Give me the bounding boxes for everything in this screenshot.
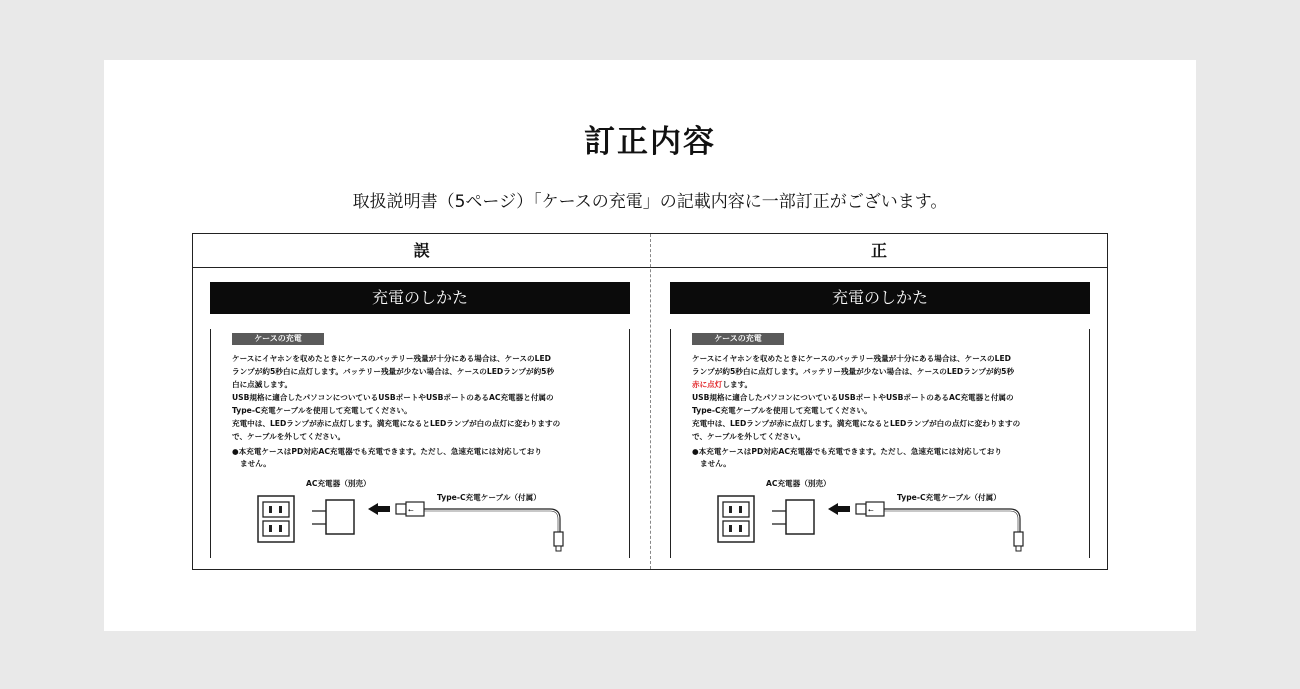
wrong-line: 充電中は、LEDランプが赤に点灯します。満充電になるとLEDランプが白の点灯に変わりますの xyxy=(232,419,561,428)
ac-charger-icon xyxy=(326,500,354,534)
type-c-plug-icon xyxy=(1014,532,1023,546)
panel-left-rule xyxy=(210,329,211,558)
correct-line: で、ケーブルを外してください。 xyxy=(692,432,806,441)
wrong-line: で、ケーブルを外してください。 xyxy=(232,432,346,441)
wrong-banner: 充電のしかた xyxy=(210,282,630,314)
cable-label: Type-C充電ケーブル（付属） xyxy=(897,493,1001,502)
wrong-panel xyxy=(210,282,630,558)
correct-banner: 充電のしかた xyxy=(670,282,1090,314)
correct-charging-diagram xyxy=(710,479,1050,558)
corrected-highlight: 赤に点灯 xyxy=(692,380,723,389)
wrong-charging-diagram xyxy=(250,479,590,558)
correct-line: 赤に点灯します。 xyxy=(692,380,753,389)
arrow-left-icon xyxy=(828,503,850,515)
correct-bullet-note-cont: ません。 xyxy=(700,459,731,468)
wrong-line: 白に点滅します。 xyxy=(232,380,293,389)
wrong-section-tag: ケースの充電 xyxy=(232,333,324,345)
ac-charger-label: AC充電器（別売） xyxy=(766,479,831,488)
correct-section-tag: ケースの充電 xyxy=(692,333,784,345)
wrong-bullet-note-cont: ません。 xyxy=(240,459,271,468)
usb-plug-icon xyxy=(856,504,866,514)
comparison-table xyxy=(192,233,1108,570)
page-title: 訂正内容 xyxy=(584,124,716,160)
wrong-body-text xyxy=(232,352,612,443)
correct-body-text xyxy=(692,352,1072,443)
cable-line xyxy=(884,509,1020,532)
header-correct: 正 xyxy=(870,241,887,260)
cable-label: Type-C充電ケーブル（付属） xyxy=(437,493,541,502)
type-c-plug-icon xyxy=(554,532,563,546)
panel-left-rule xyxy=(670,329,671,558)
ac-charger-icon xyxy=(786,500,814,534)
correct-panel xyxy=(670,282,1090,558)
panel-right-rule xyxy=(629,329,630,558)
column-divider xyxy=(650,234,651,569)
wrong-line: ケースにイヤホンを収めたときにケースのバッテリー残量が十分にある場合は、ケースのLED xyxy=(232,354,551,363)
correct-line: USB規格に適合したパソコンについているUSBポートやUSBポートのあるAC充電器と付属の xyxy=(692,393,1014,402)
wrong-line: Type-C充電ケーブルを使用して充電してください。 xyxy=(232,406,412,415)
svg-text:⭠: ⭠ xyxy=(408,506,414,514)
panel-right-rule xyxy=(1089,329,1090,558)
correct-line: ランプが約5秒白に点灯します。バッテリー残量が少ない場合は、ケースのLEDランプが約5秒 xyxy=(692,367,1015,376)
correction-notice-card xyxy=(104,60,1196,631)
correct-bullet-note: ●本充電ケースはPD対応AC充電器でも充電できます。ただし、急速充電には対応しており xyxy=(692,447,1002,456)
arrow-left-icon xyxy=(368,503,390,515)
wrong-line: ランプが約5秒白に点灯します。バッテリー残量が少ない場合は、ケースのLEDランプが約5秒 xyxy=(232,367,555,376)
correct-line: 充電中は、LEDランプが赤に点灯します。満充電になるとLEDランプが白の点灯に変わりますの xyxy=(692,419,1021,428)
ac-charger-label: AC充電器（別売） xyxy=(306,479,371,488)
wrong-bullet-note: ●本充電ケースはPD対応AC充電器でも充電できます。ただし、急速充電には対応しており xyxy=(232,447,542,456)
correct-line: ケースにイヤホンを収めたときにケースのバッテリー残量が十分にある場合は、ケースのLED xyxy=(692,354,1011,363)
svg-text:⭠: ⭠ xyxy=(868,506,874,514)
page-subtitle: 取扱説明書（5ページ）「ケースの充電」の記載内容に一部訂正がございます。 xyxy=(352,192,948,212)
usb-plug-icon xyxy=(396,504,406,514)
cable-line xyxy=(424,509,560,532)
correct-line: Type-C充電ケーブルを使用して充電してください。 xyxy=(692,406,872,415)
header-wrong: 誤 xyxy=(413,241,430,260)
wrong-line: USB規格に適合したパソコンについているUSBポートやUSBポートのあるAC充電器と付属の xyxy=(232,393,554,402)
